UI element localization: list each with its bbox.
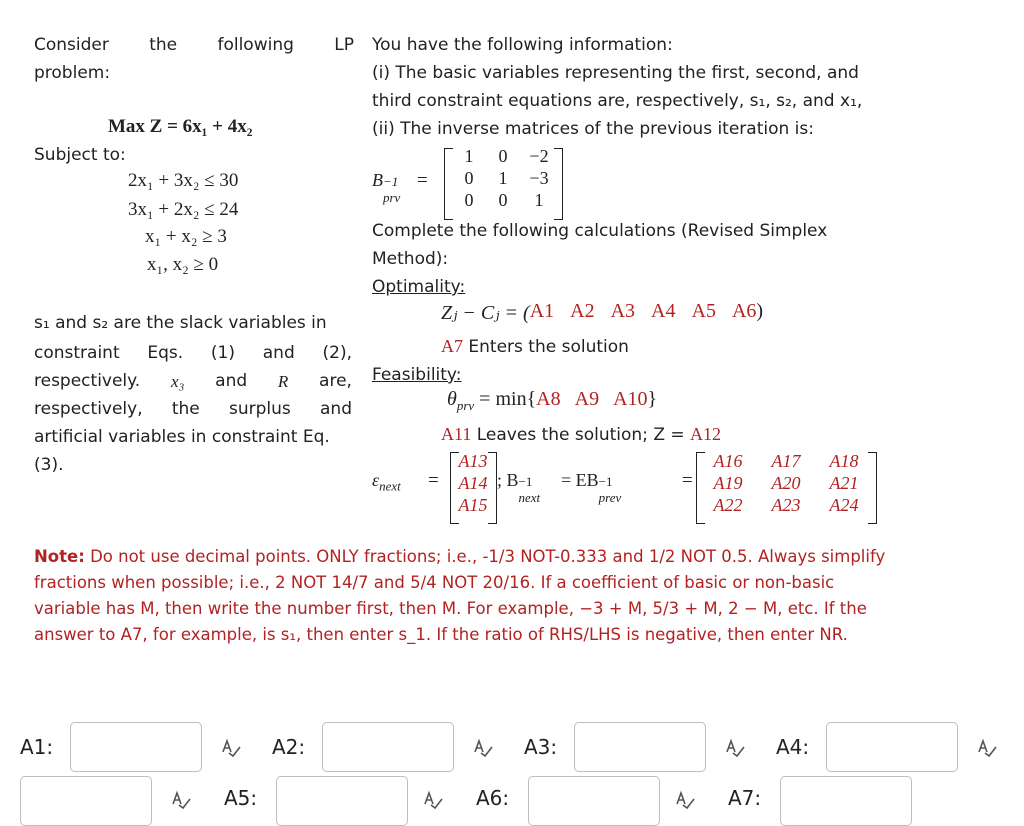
eb-sup: −1 [598,474,613,489]
note-line-3: variable has M, then write the number first, then M. For example, −3 + M, 5/3 + M, 2 − M, etc. If the [34,599,867,618]
answer-input[interactable] [322,722,454,772]
word: (1) [210,343,236,363]
constraint-2: 3x₁ + 2x₂ ≤ 24 [128,199,239,220]
answer-input[interactable] [826,722,958,772]
word: are, [319,371,352,391]
zc-item: A2 [570,300,595,322]
matrix-cell: 0 [464,168,474,188]
a11-line [441,421,721,449]
note-block [34,544,914,648]
matrix-cell: 1 [534,190,544,210]
slack-line-5: artificial variables in constraint Eq. [34,427,330,447]
note-line-2: fractions when possible; i.e., 2 NOT 14/7 and 5/4 NOT 20/16. If a coefficient of basic or non-basic [34,573,835,592]
result-cell: A19 [713,473,743,493]
slack-line-4 [34,396,352,423]
zc-item: A3 [610,300,636,322]
objective-function: Max Z = 6x₁ + 4x₂ [108,116,253,137]
answer-label: A7: [728,786,762,810]
intro-line-1 [34,32,354,59]
word: constraint [34,343,120,363]
result-cell: A18 [829,451,859,471]
result-cell: A16 [713,451,743,471]
word: x₃ [170,372,185,391]
subject-to-label: Subject to: [34,145,126,165]
complete-line-2: Method): [372,249,449,269]
slack-line-1: s₁ and s₂ are the slack variables in [34,313,327,333]
answer-label: A2: [272,735,306,759]
spellcheck-icon[interactable] [976,738,998,758]
word: surplus [229,399,291,419]
note-line-4: answer to A7, for example, is s₁, then enter s_1. If the ratio of RHS/LHS is negative, then enter NR. [34,625,848,644]
word: R [277,372,289,391]
result-cell: A17 [771,451,801,471]
bprv-sup: −1 [383,174,399,189]
matrix-cell: −3 [529,168,549,188]
word: respectively. [34,371,141,391]
answer-input[interactable] [780,776,912,826]
eps-cell: A14 [458,473,488,493]
bprv-sub: prv [383,190,401,205]
eps-sub: next [379,478,401,494]
answer-input[interactable] [20,776,152,826]
word: respectively, [34,399,143,419]
answer-input[interactable] [70,722,202,772]
eps-label [372,470,401,495]
answer-label: A6: [476,786,510,810]
intro-word: the [149,35,178,55]
theta-sub: prv [456,398,475,413]
constraint-1: 2x₁ + 3x₂ ≤ 30 [128,170,239,191]
intro-word: Consider [34,35,109,55]
answer-input[interactable] [528,776,660,826]
zc-item: A4 [651,300,676,322]
note-label: Note: [34,547,85,566]
bnext-text: ; B [497,470,519,490]
eps-equals: = [428,470,439,491]
constraint-3: x₁ + x₂ ≥ 3 [145,226,227,247]
min-item: A10 [613,388,648,410]
info-line-1: You have the following information: [372,35,673,55]
matrix-cell: 0 [498,190,508,210]
answer-label: A4: [776,735,810,759]
a7-text: Enters the solution [463,337,629,357]
info-line-3: third constraint equations are, respectively, s₁, s₂, and x₁, [372,91,863,111]
zc-expression: Zⱼ − Cⱼ = ( [441,302,530,324]
a7-label: A7 [441,336,463,356]
a7-line [441,333,629,361]
info-line-2: (i) The basic variables representing the first, second, and [372,63,859,83]
bnext-sup: −1 [518,474,533,489]
zc-items [530,300,757,325]
zc-item: A1 [529,300,555,322]
constraint-nonneg: x₁, x₂ ≥ 0 [147,254,219,275]
a11-text: Leaves the solution; Z = [471,425,691,445]
word: and [262,343,295,363]
word: and [320,399,352,419]
slack-line-2 [34,340,352,367]
spellcheck-icon[interactable] [724,738,746,758]
bprv-label [372,170,411,205]
zc-close: ) [756,300,764,322]
eb-sub: prev [598,490,622,505]
word: Eqs. [147,343,184,363]
theta-symbol: θ [447,388,457,410]
spellcheck-icon[interactable] [422,790,444,810]
theta-row [447,388,657,414]
zc-row [441,300,763,325]
spellcheck-icon[interactable] [674,790,696,810]
answer-input[interactable] [276,776,408,826]
word: and [215,371,248,391]
intro-word: following [217,35,294,55]
min-items [536,388,647,410]
answer-input[interactable] [574,722,706,772]
result-cell: A23 [771,495,801,515]
info-line-4: (ii) The inverse matrices of the previous iteration is: [372,119,814,139]
result-cell: A22 [713,495,743,515]
matrix-cell: −2 [529,146,549,166]
result-equals: = [682,470,693,491]
result-cell: A20 [771,473,801,493]
slack-line-3 [34,368,352,395]
spellcheck-icon[interactable] [220,738,242,758]
zc-item: A5 [691,300,716,322]
matrix-cell: 1 [464,146,474,166]
zc-item: A6 [731,300,757,322]
optimality-heading: Optimality: [372,277,466,297]
min-text: = min{ [474,388,537,410]
min-item: A8 [536,388,561,410]
note-line-1 [34,544,914,570]
answer-label: A3: [524,735,558,759]
a11-label: A11 [441,424,472,444]
bprv-equals: = [417,170,428,191]
bprv-letter: B [372,170,383,190]
a12-label: A12 [690,424,722,444]
matrix-cell: 0 [464,190,474,210]
intro-line-2: problem: [34,63,111,83]
bnext-sub: next [518,490,541,505]
eps-cell: A15 [458,495,488,515]
spellcheck-icon[interactable] [472,738,494,758]
slack-line-6: (3). [34,455,64,475]
note-text: Do not use decimal points. ONLY fractions; i.e., -1/3 NOT-0.333 and 1/2 NOT 0.5. Always simplify [84,547,886,566]
answer-label: A5: [224,786,258,810]
result-cell: A24 [829,495,859,515]
eb-text: = EB [556,470,599,490]
word: the [171,399,200,419]
min-close: } [647,388,658,410]
answer-label: A1: [20,735,54,759]
eps-symbol: ε [372,470,380,490]
eps-cell: A13 [458,451,488,471]
feasibility-heading: Feasibility: [372,365,462,385]
result-cell: A21 [829,473,859,493]
min-item: A9 [574,388,600,410]
word: (2), [322,343,352,363]
matrix-cell: 1 [498,168,508,188]
spellcheck-icon[interactable] [170,790,192,810]
matrix-cell: 0 [498,146,508,166]
bnext-expr [497,470,637,505]
complete-line-1: Complete the following calculations (Revised Simplex [372,221,828,241]
intro-word: LP [334,35,354,55]
